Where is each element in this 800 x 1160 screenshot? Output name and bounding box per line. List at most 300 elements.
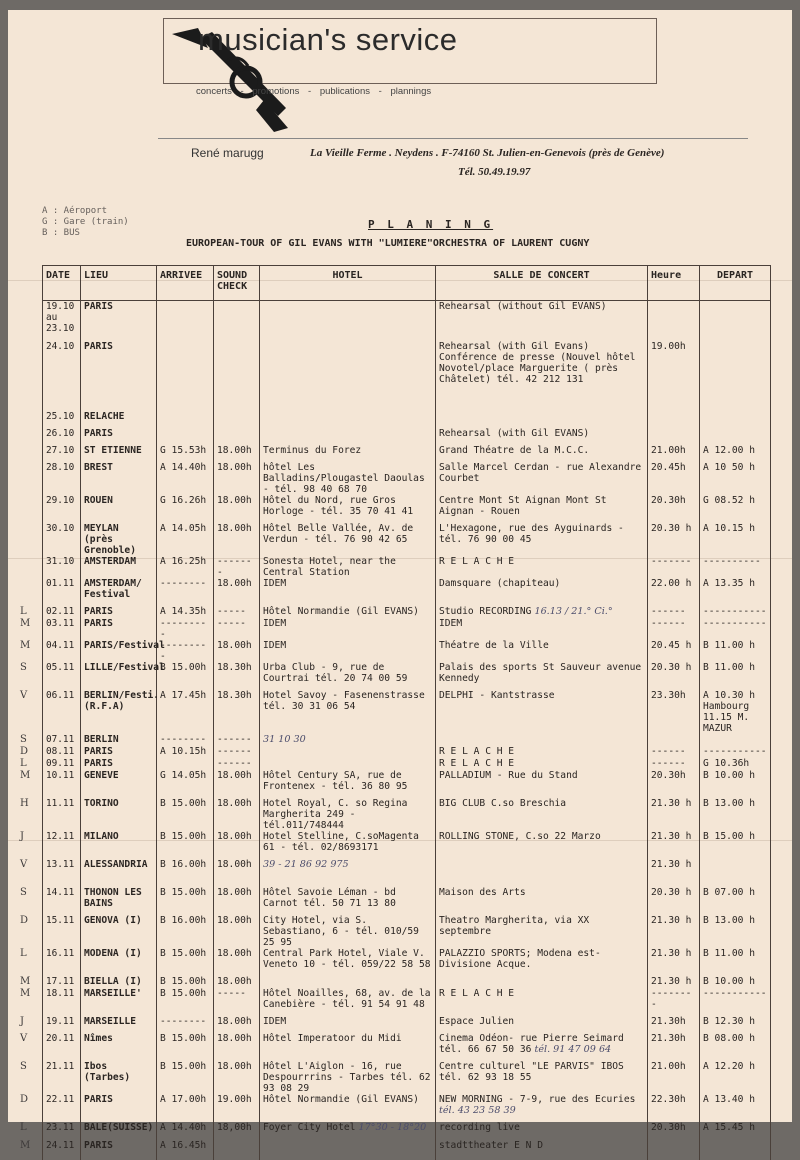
- cell-city: GENEVE: [81, 770, 157, 798]
- cell-heure: 21.30 h: [648, 948, 700, 976]
- cell-city: THONON LES BAINS: [81, 887, 157, 915]
- service-separator: -: [308, 86, 312, 97]
- table-header-row: [43, 266, 771, 301]
- cell-arrivee: --------: [157, 1016, 214, 1033]
- cell-city: PARIS: [81, 606, 157, 618]
- cell-salle: Cinema Odéon- rue Pierre Seimard tél. 66 67 50 36 tél. 91 47 09 64: [436, 1033, 648, 1061]
- cell-hotel: [260, 1140, 436, 1160]
- table-row: [43, 831, 771, 859]
- cell-heure: 21.00h: [648, 1061, 700, 1094]
- table-row: [43, 341, 771, 411]
- col-date: DATE: [43, 266, 81, 301]
- cell-date: 12.11: [43, 831, 81, 859]
- table-row: [43, 445, 771, 462]
- col-depart: DEPART: [700, 266, 771, 301]
- cell-city: BERLIN: [81, 734, 157, 746]
- cell-depart: B 15.00 h: [700, 831, 771, 859]
- cell-arrivee: [157, 428, 214, 445]
- cell-depart: A 15.45 h: [700, 1122, 771, 1140]
- cell-heure: [648, 411, 700, 428]
- table-row: [43, 301, 771, 341]
- cell-depart: G 10.36h: [700, 758, 771, 770]
- cell-arrivee: B 16.00h: [157, 915, 214, 948]
- cell-hotel: Hôtel Normandie (Gil EVANS): [260, 1094, 436, 1122]
- cell-city: BALE(SUISSE): [81, 1122, 157, 1140]
- cell-heure: 21.30h: [648, 1016, 700, 1033]
- table-row: [43, 523, 771, 556]
- cell-hotel: [260, 301, 436, 341]
- cell-hotel: [260, 758, 436, 770]
- table-row: [43, 948, 771, 976]
- cell-heure: [648, 428, 700, 445]
- cell-salle: Grand Théatre de la M.C.C.: [436, 445, 648, 462]
- cell-depart: A 13.35 h: [700, 578, 771, 606]
- cell-city: ST ETIENNE: [81, 445, 157, 462]
- service-promotions: promotions: [252, 86, 300, 97]
- margin-day-mark: V: [20, 1033, 28, 1044]
- cell-date: 19.10 au 23.10: [43, 301, 81, 341]
- cell-city: BIELLA (I): [81, 976, 157, 988]
- margin-day-mark: M: [20, 640, 31, 651]
- margin-day-mark: H: [20, 798, 29, 809]
- col-lieu: LIEU: [81, 266, 157, 301]
- cell-salle: [436, 859, 648, 887]
- margin-day-mark: L: [20, 948, 27, 959]
- cell-city: PARIS/Festival: [81, 640, 157, 662]
- cell-depart: [700, 301, 771, 341]
- cell-sound: 18.00h: [214, 1061, 260, 1094]
- cell-sound: 18.30h: [214, 662, 260, 690]
- margin-day-mark: M: [20, 618, 31, 629]
- handwritten-note: 17°30 - 18°20: [355, 1121, 427, 1133]
- cell-depart: B 13.00 h: [700, 798, 771, 831]
- margin-day-mark: D: [20, 915, 29, 926]
- cell-depart: G 08.52 h: [700, 495, 771, 523]
- table-row: [43, 1140, 771, 1160]
- cell-hotel: [260, 411, 436, 428]
- table-row: [43, 915, 771, 948]
- cell-arrivee: A 14.35h: [157, 606, 214, 618]
- cell-salle: PALLADIUM - Rue du Stand: [436, 770, 648, 798]
- cell-sound: 18.00h: [214, 770, 260, 798]
- cell-heure: 21.30 h: [648, 831, 700, 859]
- cell-heure: 20.30 h: [648, 662, 700, 690]
- services-line: [196, 86, 437, 97]
- cell-arrivee: A 14.40h: [157, 1122, 214, 1140]
- cell-arrivee: [157, 758, 214, 770]
- table-row: [43, 1033, 771, 1061]
- cell-date: 06.11: [43, 690, 81, 734]
- cell-salle: R E L A C H E: [436, 556, 648, 578]
- cell-hotel: Hôtel L'Aiglon - 16, rue Despourrrins - Tarbes tél. 62 93 08 29: [260, 1061, 436, 1094]
- cell-date: 19.11: [43, 1016, 81, 1033]
- cell-date: 13.11: [43, 859, 81, 887]
- cell-arrivee: A 16.45h: [157, 1140, 214, 1160]
- cell-hotel: hôtel Les Balladins/Plougastel Daoulas - tél. 98 40 68 70: [260, 462, 436, 495]
- table-row: [43, 859, 771, 887]
- handwritten-note: 39 - 21 86 92 975: [263, 858, 349, 870]
- table-row: [43, 578, 771, 606]
- table-row: [43, 411, 771, 428]
- margin-day-mark: L: [20, 606, 27, 617]
- cell-date: 07.11: [43, 734, 81, 746]
- col-sound-check: SOUND CHECK: [214, 266, 260, 301]
- cell-arrivee: A 16.25h: [157, 556, 214, 578]
- document-page: [8, 10, 792, 1151]
- cell-heure: 20.30h: [648, 495, 700, 523]
- cell-depart: B 11.00 h: [700, 948, 771, 976]
- margin-day-mark: S: [20, 734, 27, 745]
- table-row: [43, 1061, 771, 1094]
- cell-arrivee: B 15.00h: [157, 1033, 214, 1061]
- cell-city: AMSTERDAM/ Festival: [81, 578, 157, 606]
- cell-salle: L'Hexagone, rue des Ayguinards - tél. 76 90 00 45: [436, 523, 648, 556]
- cell-hotel: [260, 428, 436, 445]
- cell-arrivee: A 17.00h: [157, 1094, 214, 1122]
- cell-arrivee: B 15.00h: [157, 831, 214, 859]
- cell-depart: [700, 859, 771, 887]
- handwritten-note: tél. 91 47 09 64: [531, 1043, 612, 1055]
- handwritten-note: tél. 43 23 58 39: [439, 1104, 516, 1116]
- cell-sound: ------: [214, 746, 260, 758]
- cell-date: 03.11: [43, 618, 81, 640]
- cell-hotel: Hotel Savoy - Fasenenstrasse tél. 30 31 06 54: [260, 690, 436, 734]
- cell-depart: A 12.00 h: [700, 445, 771, 462]
- margin-day-mark: D: [20, 746, 29, 757]
- cell-depart: -----------: [700, 746, 771, 758]
- cell-sound: 18.00h: [214, 495, 260, 523]
- cell-arrivee: G 14.05h: [157, 770, 214, 798]
- cell-hotel: [260, 341, 436, 411]
- cell-hotel: Foyer City Hotel 17°30 - 18°20: [260, 1122, 436, 1140]
- cell-arrivee: G 15.53h: [157, 445, 214, 462]
- cell-city: PARIS: [81, 1140, 157, 1160]
- cell-date: 08.11: [43, 746, 81, 758]
- transport-legend: [42, 206, 129, 239]
- cell-heure: 19.00h: [648, 341, 700, 411]
- margin-day-mark: S: [20, 662, 27, 673]
- cell-depart: B 12.30 h: [700, 1016, 771, 1033]
- cell-heure: ------: [648, 758, 700, 770]
- margin-day-mark: S: [20, 887, 27, 898]
- cell-city: GENOVA (I): [81, 915, 157, 948]
- cell-arrivee: --------: [157, 578, 214, 606]
- margin-day-mark: M: [20, 976, 31, 987]
- cell-salle: Théatre de la Ville: [436, 640, 648, 662]
- cell-date: 31.10: [43, 556, 81, 578]
- cell-salle: Damsquare (chapiteau): [436, 578, 648, 606]
- cell-date: 26.10: [43, 428, 81, 445]
- cell-heure: ------: [648, 746, 700, 758]
- service-publications: publications: [319, 86, 370, 97]
- cell-city: PARIS: [81, 746, 157, 758]
- cell-arrivee: B 16.00h: [157, 859, 214, 887]
- cell-date: 14.11: [43, 887, 81, 915]
- cell-city: LILLE/Festival: [81, 662, 157, 690]
- cell-depart: -----------: [700, 618, 771, 640]
- cell-salle: DELPHI - Kantstrasse: [436, 690, 648, 734]
- table-row: [43, 606, 771, 618]
- cell-date: 28.10: [43, 462, 81, 495]
- cell-date: 25.10: [43, 411, 81, 428]
- cell-date: 20.11: [43, 1033, 81, 1061]
- cell-city: PARIS: [81, 341, 157, 411]
- service-separator: -: [378, 86, 382, 97]
- cell-sound: 18.00h: [214, 915, 260, 948]
- table-row: [43, 618, 771, 640]
- table-row: [43, 462, 771, 495]
- col-salle: SALLE DE CONCERT: [436, 266, 648, 301]
- cell-heure: 22.00 h: [648, 578, 700, 606]
- legend-airport: A : Aéroport: [42, 206, 108, 216]
- handwritten-note: 16.13 / 21.° Ci.°: [531, 605, 613, 617]
- cell-sound: 18.00h: [214, 1016, 260, 1033]
- cell-salle: NEW MORNING - 7-9, rue des Ecuries tél. 43 23 58 39: [436, 1094, 648, 1122]
- table-row: [43, 988, 771, 1016]
- cell-date: 01.11: [43, 578, 81, 606]
- cell-arrivee: [157, 301, 214, 341]
- cell-heure: 20.45 h: [648, 640, 700, 662]
- margin-day-mark: V: [20, 690, 28, 701]
- cell-sound: 19.00h: [214, 1094, 260, 1122]
- table-row: [43, 556, 771, 578]
- cell-arrivee: A 17.45h: [157, 690, 214, 734]
- cell-arrivee: A 14.05h: [157, 523, 214, 556]
- margin-day-mark: L: [20, 758, 27, 769]
- cell-salle: ROLLING STONE, C.so 22 Marzo: [436, 831, 648, 859]
- cell-sound: [214, 341, 260, 411]
- cell-heure: 20.45h: [648, 462, 700, 495]
- cell-heure: ------: [648, 606, 700, 618]
- cell-sound: -----: [214, 988, 260, 1016]
- cell-hotel: City Hotel, via S. Sebastiano, 6 - tél. 010/59 25 95: [260, 915, 436, 948]
- table-row: [43, 976, 771, 988]
- cell-arrivee: A 10.15h: [157, 746, 214, 758]
- cell-arrivee: B 15.00h: [157, 1061, 214, 1094]
- cell-city: TORINO: [81, 798, 157, 831]
- margin-day-mark: J: [20, 1016, 25, 1027]
- table-row: [43, 690, 771, 734]
- cell-arrivee: ---------: [157, 640, 214, 662]
- cell-depart: B 11.00 h: [700, 640, 771, 662]
- cell-heure: 20.30h: [648, 1122, 700, 1140]
- cell-hotel: Hotel Royal, C. so Regina Margherita 249 - tél.011/748444: [260, 798, 436, 831]
- cell-sound: 18.00h: [214, 859, 260, 887]
- cell-salle: [436, 976, 648, 988]
- legend-bus: B : BUS: [42, 228, 80, 238]
- cell-arrivee: A 14.40h: [157, 462, 214, 495]
- cell-salle: PALAZZIO SPORTS; Modena est-Divisione Acque.: [436, 948, 648, 976]
- table-row: [43, 887, 771, 915]
- cell-date: 29.10: [43, 495, 81, 523]
- service-concerts: concerts: [196, 86, 232, 97]
- brand-name: musician's service: [198, 22, 458, 57]
- cell-sound: [214, 301, 260, 341]
- margin-day-mark: M: [20, 1140, 31, 1151]
- handwritten-note: 31 10 30: [263, 733, 306, 745]
- cell-city: ROUEN: [81, 495, 157, 523]
- address: La Vieille Ferme . Neydens . F-74160 St. Julien-en-Genevois (près de Genève): [310, 147, 665, 159]
- cell-salle: R E L A C H E: [436, 988, 648, 1016]
- cell-city: ALESSANDRIA: [81, 859, 157, 887]
- cell-heure: -------: [648, 556, 700, 578]
- cell-hotel: Hôtel Normandie (Gil EVANS): [260, 606, 436, 618]
- cell-sound: 18.00h: [214, 948, 260, 976]
- cell-heure: 22.30h: [648, 1094, 700, 1122]
- cell-salle: Rehearsal (with Gil Evans) Conférence de presse (Nouvel hôtel Novotel/place Marguerite ( près Châtelet) tél. 42 212 131: [436, 341, 648, 411]
- cell-date: 11.11: [43, 798, 81, 831]
- cell-arrivee: [157, 411, 214, 428]
- cell-hotel: Hôtel du Nord, rue Gros Horloge - tél. 35 70 41 41: [260, 495, 436, 523]
- cell-city: MODENA (I): [81, 948, 157, 976]
- cell-heure: --------: [648, 988, 700, 1016]
- cell-salle: Espace Julien: [436, 1016, 648, 1033]
- cell-salle: [436, 734, 648, 746]
- cell-city: PARIS: [81, 428, 157, 445]
- cell-hotel: Hôtel Savoie Léman - bd Carnot tél. 50 71 13 80: [260, 887, 436, 915]
- margin-day-mark: D: [20, 1094, 29, 1105]
- cell-hotel: Hotel Stelline, C.soMagenta 61 - tél. 02/8693171: [260, 831, 436, 859]
- cell-sound: -------: [214, 556, 260, 578]
- cell-date: 10.11: [43, 770, 81, 798]
- table-row: [43, 1016, 771, 1033]
- cell-sound: 18.00h: [214, 578, 260, 606]
- cell-salle: Maison des Arts: [436, 887, 648, 915]
- cell-city: MARSEILLE': [81, 988, 157, 1016]
- service-plannings: plannings: [390, 86, 432, 97]
- cell-sound: ------: [214, 734, 260, 746]
- cell-salle: Centre Mont St Aignan Mont St Aignan - Rouen: [436, 495, 648, 523]
- cell-arrivee: B 15.00h: [157, 988, 214, 1016]
- cell-date: 15.11: [43, 915, 81, 948]
- cell-salle: [436, 411, 648, 428]
- cell-hotel: [260, 976, 436, 988]
- cell-hotel: Hôtel Belle Vallée, Av. de Verdun - tél. 76 90 42 65: [260, 523, 436, 556]
- cell-depart: A 10.15 h: [700, 523, 771, 556]
- table-row: [43, 1094, 771, 1122]
- cell-date: 21.11: [43, 1061, 81, 1094]
- cell-sound: 18.00h: [214, 831, 260, 859]
- cell-hotel: [260, 746, 436, 758]
- cell-hotel: Sonesta Hotel, near the Central Station: [260, 556, 436, 578]
- cell-hotel: IDEM: [260, 1016, 436, 1033]
- cell-heure: 21.30 h: [648, 859, 700, 887]
- col-hotel: HOTEL: [260, 266, 436, 301]
- cell-depart: B 07.00 h: [700, 887, 771, 915]
- cell-salle: Centre culturel "LE PARVIS" IBOS tél. 62 93 18 55: [436, 1061, 648, 1094]
- cell-sound: 18.00h: [214, 462, 260, 495]
- cell-salle: Salle Marcel Cerdan - rue Alexandre Courbet: [436, 462, 648, 495]
- cell-salle: R E L A C H E: [436, 758, 648, 770]
- cell-sound: 18.00h: [214, 976, 260, 988]
- cell-sound: 18.00h: [214, 798, 260, 831]
- cell-depart: [700, 341, 771, 411]
- cell-hotel: Central Park Hotel, Viale V. Veneto 10 - tél. 059/22 58 58: [260, 948, 436, 976]
- cell-salle: stadttheater E N D: [436, 1140, 648, 1160]
- cell-city: PARIS: [81, 758, 157, 770]
- cell-heure: 21.30 h: [648, 798, 700, 831]
- cell-city: Nîmes: [81, 1033, 157, 1061]
- cell-hotel: Hôtel Century SA, rue de Frontenex - tél. 36 80 95: [260, 770, 436, 798]
- cell-date: 16.11: [43, 948, 81, 976]
- cell-sound: [214, 1140, 260, 1160]
- cell-arrivee: [157, 341, 214, 411]
- cell-depart: B 10.00 h: [700, 770, 771, 798]
- cell-sound: 18.00h: [214, 887, 260, 915]
- cell-sound: -----: [214, 618, 260, 640]
- col-heure: Heure: [648, 266, 700, 301]
- cell-hotel: Terminus du Forez: [260, 445, 436, 462]
- cell-depart: B 13.00 h: [700, 915, 771, 948]
- cell-depart: A 12.20 h: [700, 1061, 771, 1094]
- cell-date: 09.11: [43, 758, 81, 770]
- cell-salle: Rehearsal (without Gil EVANS): [436, 301, 648, 341]
- cell-depart: [700, 1140, 771, 1160]
- cell-date: 05.11: [43, 662, 81, 690]
- cell-sound: 18.00h: [214, 640, 260, 662]
- cell-salle: BIG CLUB C.so Breschia: [436, 798, 648, 831]
- cell-depart: A 13.40 h: [700, 1094, 771, 1122]
- margin-day-mark: J: [20, 831, 25, 842]
- cell-date: 22.11: [43, 1094, 81, 1122]
- cell-date: 27.10: [43, 445, 81, 462]
- cell-city: AMSTERDAM: [81, 556, 157, 578]
- cell-sound: 18.00h: [214, 1033, 260, 1061]
- cell-heure: 20.30 h: [648, 523, 700, 556]
- col-arrivee: ARRIVEE: [157, 266, 214, 301]
- table-row: [43, 758, 771, 770]
- cell-hotel: Hôtel Noailles, 68, av. de la Canebière - tél. 91 54 91 48: [260, 988, 436, 1016]
- cell-arrivee: B 15.00h: [157, 798, 214, 831]
- cell-heure: [648, 734, 700, 746]
- cell-hotel: [260, 734, 436, 746]
- margin-day-mark: L: [20, 1122, 27, 1133]
- cell-sound: 18.30h: [214, 690, 260, 734]
- schedule-table: [42, 265, 771, 1160]
- cell-depart: [700, 734, 771, 746]
- cell-depart: B 08.00 h: [700, 1033, 771, 1061]
- phone: Tél. 50.49.19.97: [458, 166, 531, 178]
- cell-hotel: IDEM: [260, 618, 436, 640]
- cell-city: PARIS: [81, 1094, 157, 1122]
- cell-heure: [648, 1140, 700, 1160]
- cell-hotel: Urba Club - 9, rue de Courtrai tél. 20 74 00 59: [260, 662, 436, 690]
- cell-city: MILANO: [81, 831, 157, 859]
- cell-depart: A 10 50 h: [700, 462, 771, 495]
- cell-depart: [700, 428, 771, 445]
- cell-hotel: IDEM: [260, 640, 436, 662]
- cell-heure: 21.00h: [648, 445, 700, 462]
- cell-date: 17.11: [43, 976, 81, 988]
- cell-salle: R E L A C H E: [436, 746, 648, 758]
- cell-city: RELACHE: [81, 411, 157, 428]
- table-row: [43, 746, 771, 758]
- cell-city: MEYLAN (près Grenoble): [81, 523, 157, 556]
- margin-day-mark: S: [20, 1061, 27, 1072]
- cell-date: 24.10: [43, 341, 81, 411]
- cell-city: PARIS: [81, 301, 157, 341]
- cell-depart: -----------: [700, 606, 771, 618]
- header-rule: [158, 138, 748, 139]
- margin-day-mark: M: [20, 988, 31, 999]
- cell-hotel: IDEM: [260, 578, 436, 606]
- cell-date: 23.11: [43, 1122, 81, 1140]
- cell-salle: Palais des sports St Sauveur avenue Kennedy: [436, 662, 648, 690]
- cell-salle: Theatro Margherita, via XX septembre: [436, 915, 648, 948]
- table-row: [43, 428, 771, 445]
- cell-depart: A 10.30 h Hambourg 11.15 M. MAZUR: [700, 690, 771, 734]
- cell-salle: recording live: [436, 1122, 648, 1140]
